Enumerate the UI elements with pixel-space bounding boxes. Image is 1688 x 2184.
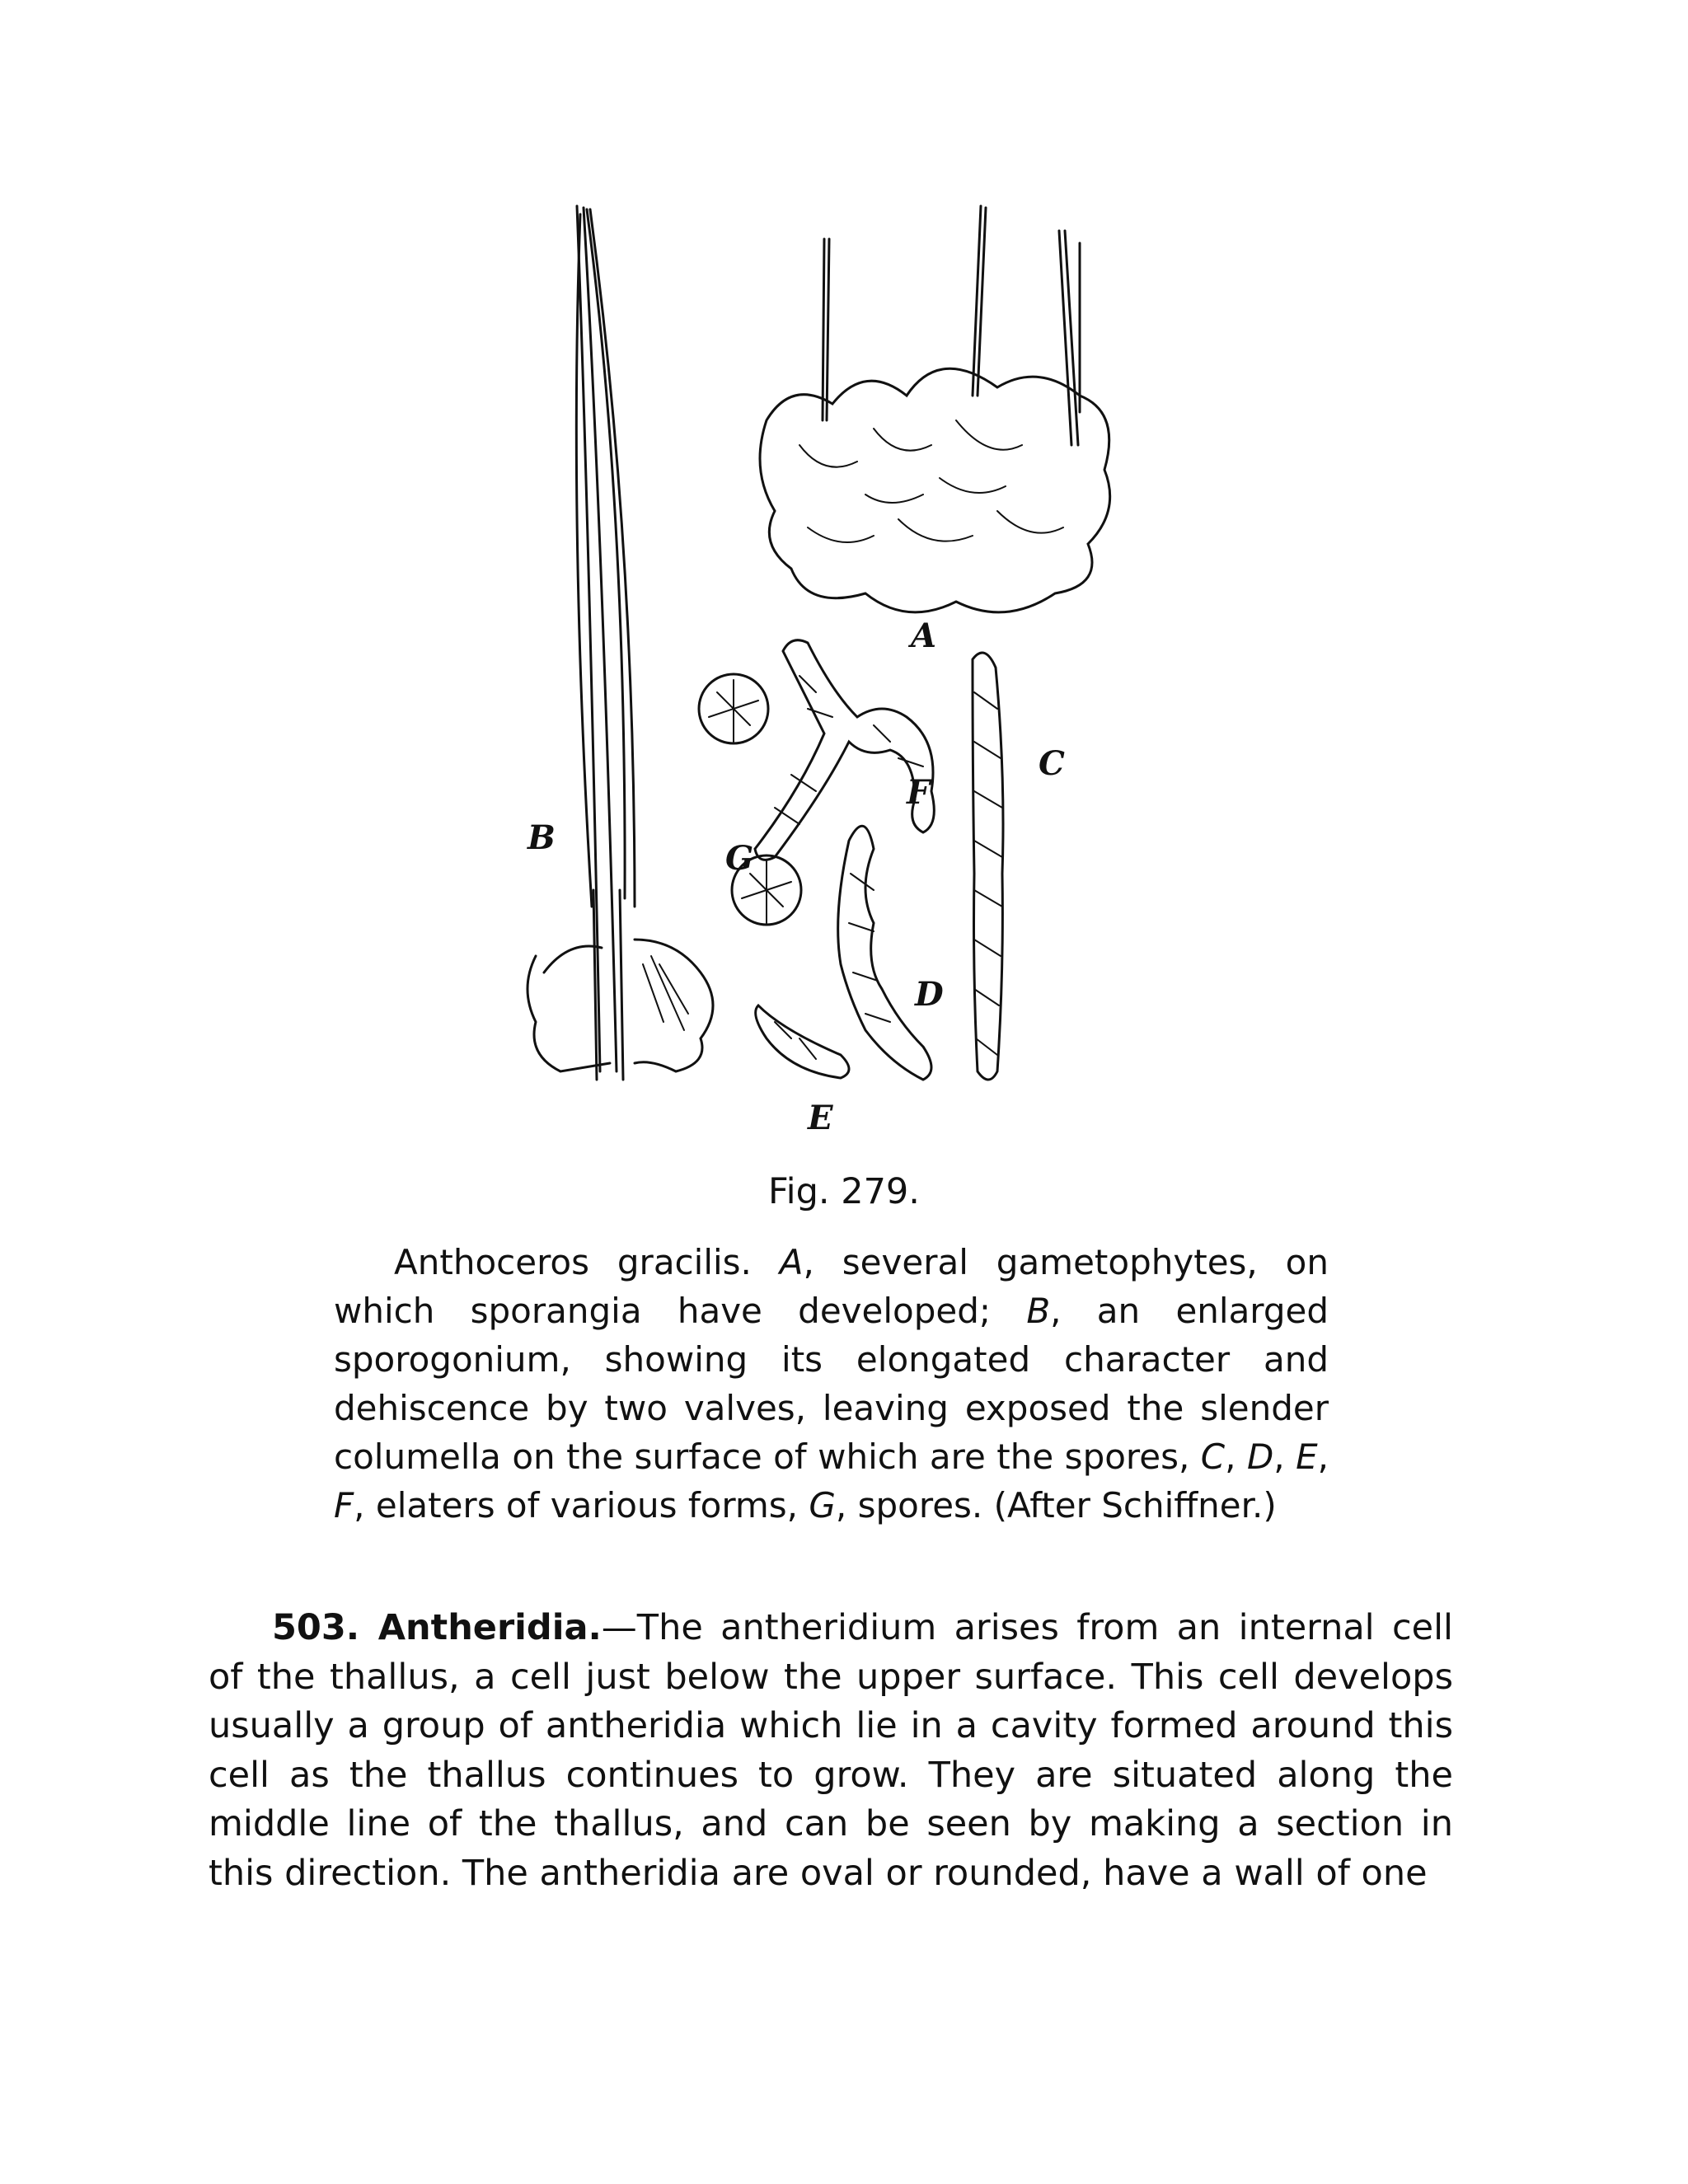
panel-letter-a: A xyxy=(911,616,937,655)
section-heading: 503. Antheridia. xyxy=(272,1607,602,1648)
gametophytes-a-drawing xyxy=(760,206,1110,612)
panel-letter-g: G xyxy=(725,839,754,878)
spores-g-drawing xyxy=(699,674,801,925)
anthoceros-illustration xyxy=(511,198,1121,1154)
panel-letter-e: E xyxy=(808,1099,833,1137)
panel-letter-f: F xyxy=(907,773,931,812)
panel-letter-d: D xyxy=(915,975,944,1014)
panel-letter-c: C xyxy=(1039,744,1065,783)
figure-caption: Anthoceros gracilis. A, several gametophytes, on which sporangia have developed; B, an enlarged sporogonium, showing its elongated character and dehiscence by two valves, leaving exposed the slender columella on the surface of which are the spores, C, D, E, F, elaters of various forms, G, spores. (After Schiffner.) xyxy=(334,1242,1329,1526)
figure-label: Fig. 279. xyxy=(768,1171,920,1212)
sporogonium-b-drawing xyxy=(528,206,713,1080)
elater-c-drawing xyxy=(973,653,1003,1080)
elater-e-drawing xyxy=(756,1005,849,1078)
section-body: —The antheridium arises from an internal cell of the thallus, a cell just below the upper surface. This cell develops usually a group of antheridia which lie in a cavity formed around this cell as the thallus continues to grow. They are situated along the middle line of the thallus, and can be seen by making a section in this direction. The antheridia are oval or rounded, have a wall of one xyxy=(209,1607,1453,1894)
elater-d-drawing xyxy=(838,826,931,1080)
elater-f-drawing xyxy=(755,640,934,860)
panel-letter-b: B xyxy=(528,818,556,857)
section-paragraph xyxy=(209,1604,1453,1898)
